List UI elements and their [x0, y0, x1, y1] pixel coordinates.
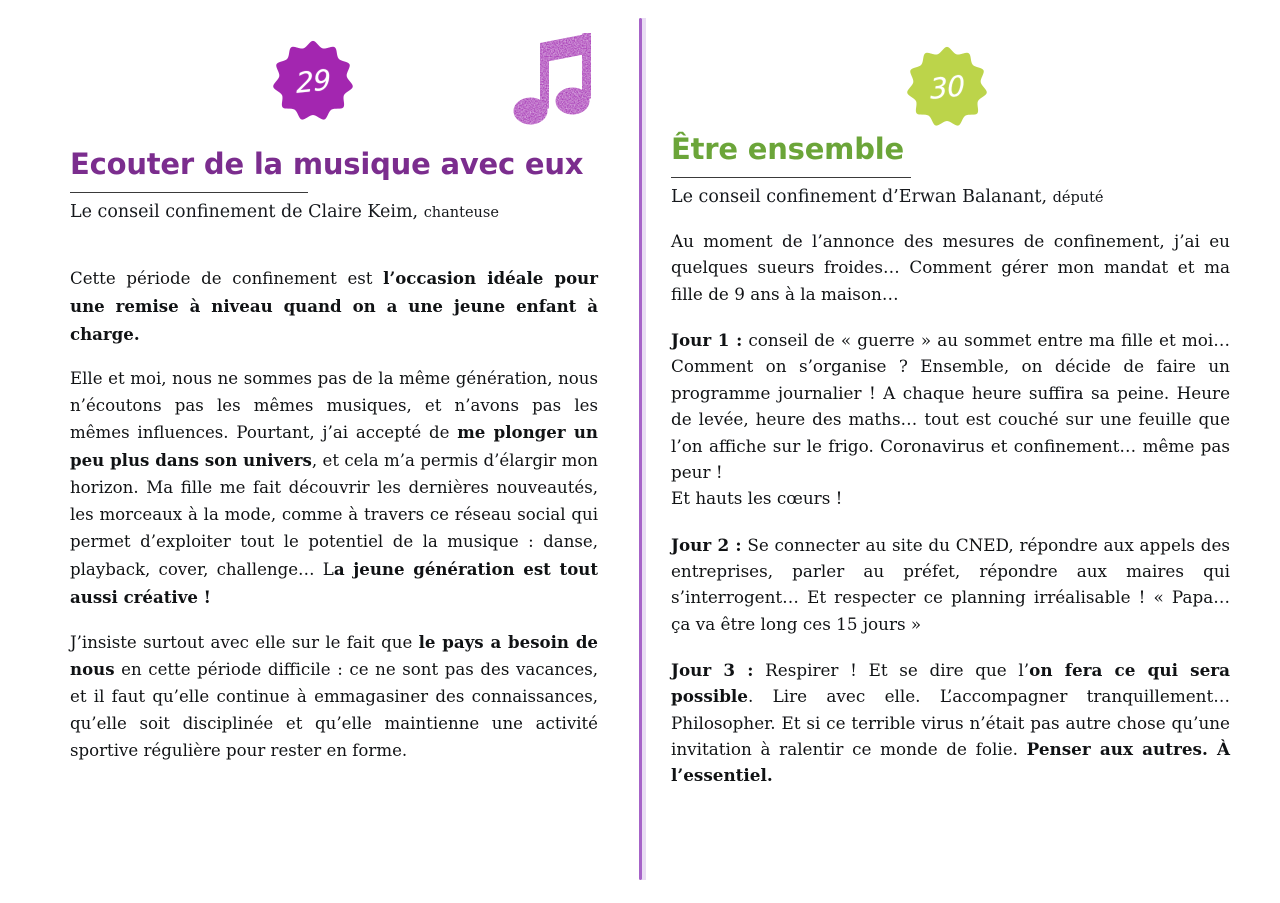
body-paragraph — [671, 532, 1230, 637]
body-paragraph — [671, 228, 1230, 307]
left-title-rule — [70, 192, 308, 193]
day-badge-30 — [906, 46, 988, 128]
body-text: Elle et moi, nous ne sommes pas de la même génération, nous n’écoutons pas les mêmes musiques, et n’avons pas les mêmes influences. Pourtant, j’ai accepté de — [70, 368, 598, 443]
music-note-icon — [513, 31, 605, 129]
day-badge-29 — [272, 40, 354, 122]
right-article-header — [671, 133, 1104, 209]
column-divider — [639, 18, 642, 880]
body-text: Au moment de l’annonce des mesures de confinement, j’ai eu quelques sueurs froides… Comment gérer mon mandat et ma fille de 9 ans à la maison… — [671, 231, 1230, 304]
emphasis-text: Jour 2 : — [671, 534, 742, 555]
left-article-title: Ecouter de la musique avec eux — [70, 147, 584, 181]
body-paragraph — [671, 485, 1230, 511]
body-text: . Lire avec elle. L’accompagner tranquillement… Philosopher. Et si ce terrible virus n’était pas autre chose qu’une invitation à ralentir ce monde de folie. — [671, 686, 1230, 760]
emphasis-text: Jour 3 : — [671, 660, 754, 681]
body-text: , et cela m’a permis d’élargir mon horizon. Ma fille me fait découvrir les dernières nouveautés, les morceaux à la mode, comme à travers ce réseau social qui permet d’exploiter tout le potentiel de la musique : danse, playback, cover, challenge… L — [70, 451, 598, 579]
emphasis-text: me plonger un peu plus dans son univers — [70, 422, 599, 471]
body-text: conseil de « guerre » au sommet entre ma fille et moi… Comment on s’organise ? Ensemble, on décide de faire un programme journalier ! A chaque heure suffira sa peine. Heure de levée, heure des maths… tout est couché sur une feuille que l’on affiche sur le frigo. Coronavirus et confinement… même pas peur ! — [671, 330, 1230, 482]
right-article-title: Être ensemble — [671, 132, 904, 166]
left-article-body — [70, 265, 598, 765]
body-text: en cette période difficile : ce ne sont pas des vacances, et il faut qu’elle continue à emmagasiner des connaissances, qu’elle soit disciplinée et qu’elle maintienne une activité sportive régulière pour rester en forme. — [70, 660, 598, 760]
emphasis-text: l’occasion idéale pour une remise à niveau quand on a une jeune enfant à charge. — [70, 268, 598, 344]
music-note-glyph — [514, 33, 592, 125]
left-byline-name: Le conseil confinement de Claire Keim, — [70, 202, 419, 223]
body-paragraph — [671, 657, 1230, 789]
right-byline-name: Le conseil confinement d’Erwan Balanant, — [671, 187, 1048, 208]
body-text: Et hauts les cœurs ! — [671, 488, 843, 509]
emphasis-text: a jeune génération est tout aussi créative ! — [70, 558, 599, 607]
left-byline — [70, 202, 583, 224]
day-badge-number: 30 — [929, 68, 965, 106]
body-paragraph — [70, 265, 598, 349]
left-byline-role: chanteuse — [423, 205, 499, 222]
right-article-body — [671, 228, 1230, 789]
body-paragraph — [671, 327, 1230, 485]
body-text: J’insiste surtout avec elle sur le fait que — [70, 632, 419, 652]
right-byline-role: député — [1052, 190, 1104, 207]
body-paragraph — [70, 366, 598, 612]
body-text: Cette période de confinement est — [70, 269, 384, 288]
body-paragraph — [70, 629, 598, 765]
emphasis-text: Penser aux autres. À l’essentiel. — [671, 739, 1230, 786]
right-byline — [671, 187, 1104, 209]
emphasis-text: le pays a besoin de nous — [70, 631, 598, 680]
emphasis-text: Jour 1 : — [671, 330, 743, 351]
body-text: Respirer ! Et se dire que l’ — [753, 660, 1030, 681]
right-title-rule — [671, 177, 911, 178]
left-article-header — [70, 148, 583, 224]
day-badge-number: 29 — [295, 62, 331, 100]
body-text: Se connecter au site du CNED, répondre aux appels des entreprises, parler au préfet, répondre aux maires qui s’interrogent… Et respecter ce planning irréalisable ! « Papa… ça va être long ces 15 jours » — [671, 534, 1230, 634]
emphasis-text: on fera ce qui sera possible — [671, 660, 1231, 707]
